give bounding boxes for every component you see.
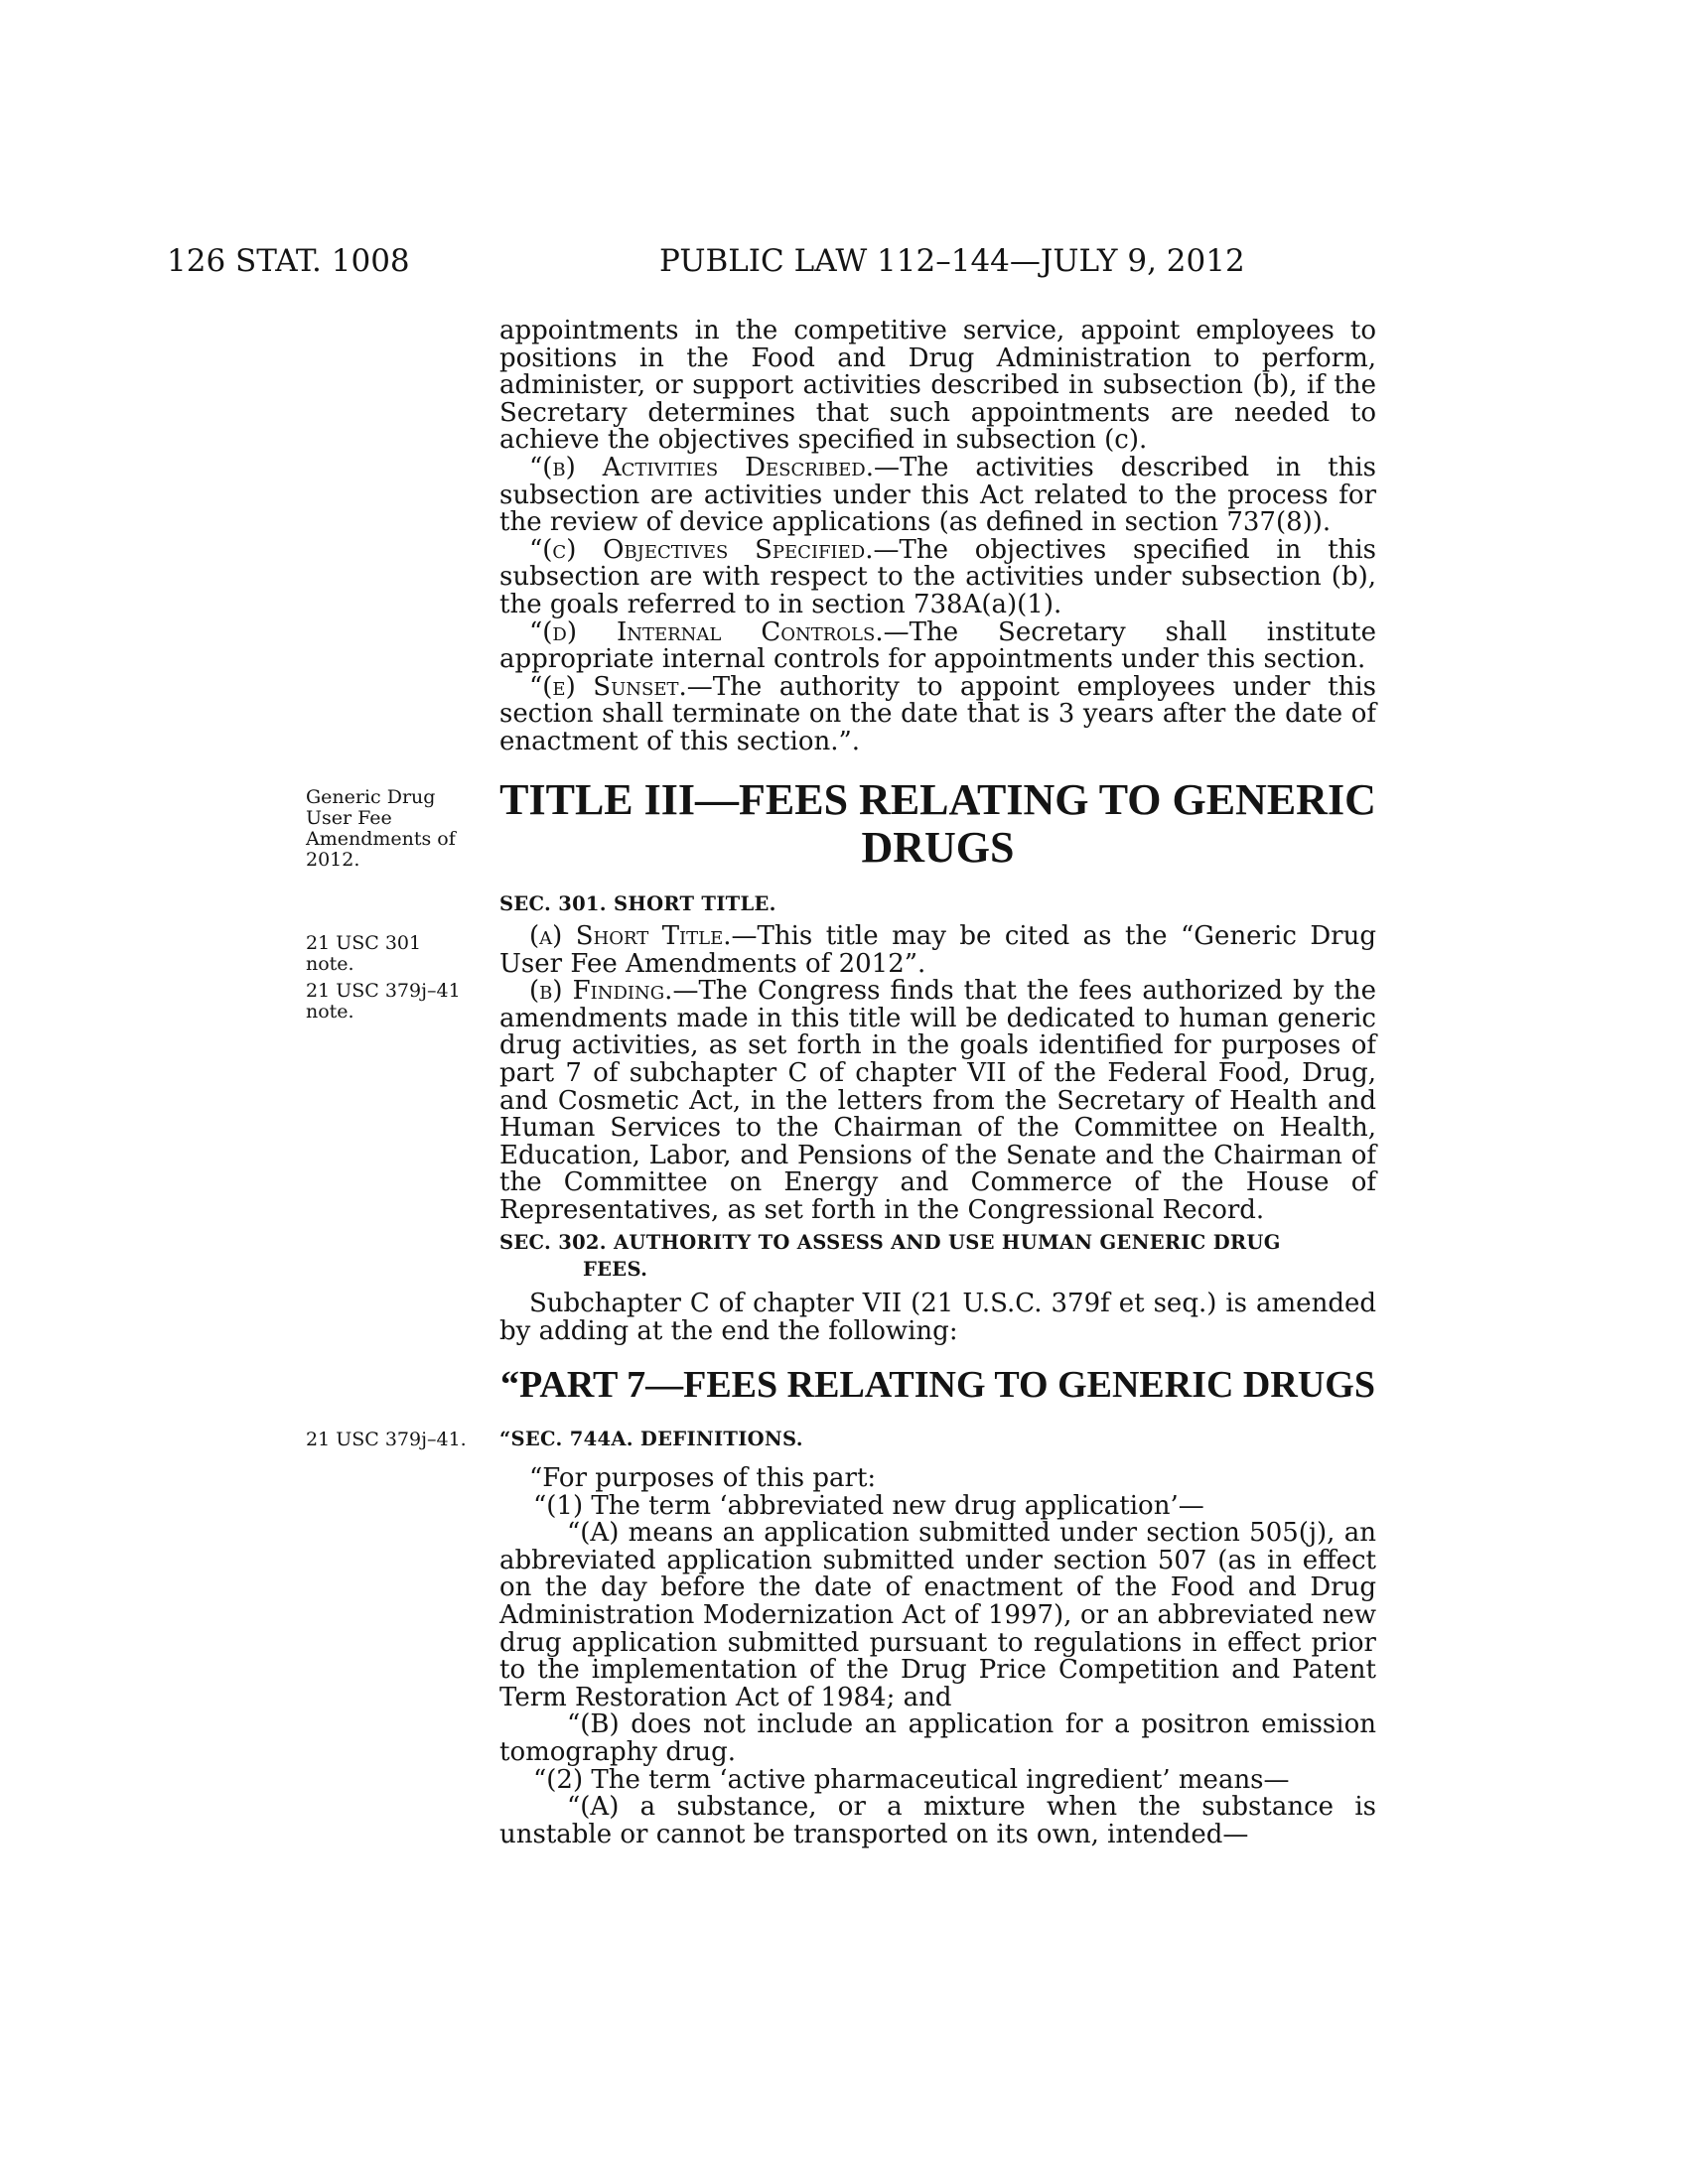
margin-note-301: 21 USC 301 note.	[306, 932, 422, 975]
section-301-b-text: —The Congress finds that the fees authorized by the amendments made in this title will be dedicated to human generic drug activities, as set forth in the goals identified for purposes of part 7 of subchapter C of chapter VII of the Federal Food, Drug, and Cosmetic Act, in the letters from the Secretary of Health and Human Services to the Chairman of the Committee on Health, Education, Labor, and Pensions of the Senate and the Chairman of the Committee on Energy and Commerce of the House of Representatives, as set forth in the Congressional Record.	[499, 976, 1376, 1225]
definition-1-a: “(A) means an application submitted under section 505(j), an abbreviated application submitted under section 507 (as in effect on the day before the date of enactment of the Food and Drug Administration Modernization Act of 1997), or an abbreviated new drug application submitted pursuant to regulations in effect prior to the implementation of the Drug Price Competition and Patent Term Restoration Act of 1984; and	[499, 1518, 1376, 1712]
section-301-b	[499, 978, 1376, 1224]
subsection-c-heading: “(c) Objectives Specified.	[529, 534, 874, 565]
definition-1-b: “(B) does not include an application for a positron emission tomography drug.	[499, 1709, 1376, 1767]
section-302-heading-line1: SEC. 302. AUTHORITY TO ASSESS AND USE HUMAN GENERIC DRUG	[499, 1231, 1281, 1254]
section-302-heading-line2: FEES.	[583, 1258, 648, 1281]
section-302-body	[499, 1291, 1376, 1345]
subsection-d-heading: “(d) Internal Controls.	[529, 616, 884, 647]
subsection-e	[499, 671, 1376, 756]
running-head-law: PUBLIC LAW 112–144—JULY 9, 2012	[659, 243, 1245, 279]
section-301-heading: SEC. 301. SHORT TITLE.	[499, 892, 776, 915]
title-heading-line1: TITLE III—FEES RELATING TO GENERIC	[499, 775, 1376, 824]
margin-note-379j-41: 21 USC 379j–41.	[306, 1429, 467, 1450]
section-301-a-text: —This title may be cited as the “Generic Drug User Fee Amendments of 2012”.	[499, 921, 1376, 979]
part-7-heading: “PART 7—FEES RELATING TO GENERIC DRUGS	[500, 1364, 1375, 1406]
section-301-body	[499, 923, 1376, 1225]
title-heading	[499, 776, 1376, 872]
section-302-text: Subchapter C of chapter VII (21 U.S.C. 379f et seq.) is amended by adding at the end the following:	[499, 1289, 1376, 1346]
section-continuation	[499, 318, 1376, 756]
subsection-b	[499, 452, 1376, 538]
subsection-c-text: —The objectives specified in this subsection are with respect to the activities under subsection (b), the goals referred to in section 738A(a)(1).	[499, 534, 1376, 619]
paragraph-continuation: appointments in the competitive service, appoint employees to positions in the Food and Drug Administration to perform, administer, or support activities described in subsection (b), if the Secretary determines that such appointments are needed to achieve the objectives specified in subsection (c).	[499, 316, 1376, 456]
definition-2-a: “(A) a substance, or a mixture when the substance is unstable or cannot be transported on its own, intended—	[499, 1792, 1376, 1849]
section-301-a	[499, 923, 1376, 978]
subsection-d-text: —The Secretary shall institute appropriate internal controls for appointments under this section.	[499, 616, 1376, 675]
margin-note-379j-41-note: 21 USC 379j–41 note.	[306, 980, 461, 1023]
subsection-c	[499, 534, 1376, 619]
page-stat-number: 126 STAT. 1008	[167, 243, 410, 279]
section-301-b-heading: (b) Finding.	[529, 976, 673, 1007]
subsection-b-text: —The activities described in this subsection are activities under this Act related to the process for the review of device applications (as defined in section 737(8)).	[499, 452, 1376, 538]
section-744a-body	[499, 1465, 1376, 1848]
subsection-b-heading: “(b) Activities Described.	[529, 452, 874, 482]
definition-2: “(2) The term ‘active pharmaceutical ingredient’ means—	[533, 1764, 1290, 1795]
subsection-e-text: —The authority to appoint employees under this section shall terminate on the date that is 3 years after the date of enactment of this section.”.	[499, 671, 1376, 756]
subsection-d	[499, 616, 1376, 675]
definition-1: “(1) The term ‘abbreviated new drug application’—	[533, 1490, 1204, 1521]
margin-note-short-title: Generic Drug User Fee Amendments of 2012.	[306, 786, 456, 871]
section-744a-heading: “SEC. 744A. DEFINITIONS.	[499, 1428, 803, 1450]
title-heading-line2: DRUGS	[861, 823, 1015, 872]
subsection-e-heading: “(e) Sunset.	[529, 671, 687, 702]
section-301-a-heading: (a) Short Title.	[529, 921, 732, 951]
section-302-heading	[499, 1229, 1376, 1283]
definitions-intro: “For purposes of this part:	[529, 1463, 877, 1493]
